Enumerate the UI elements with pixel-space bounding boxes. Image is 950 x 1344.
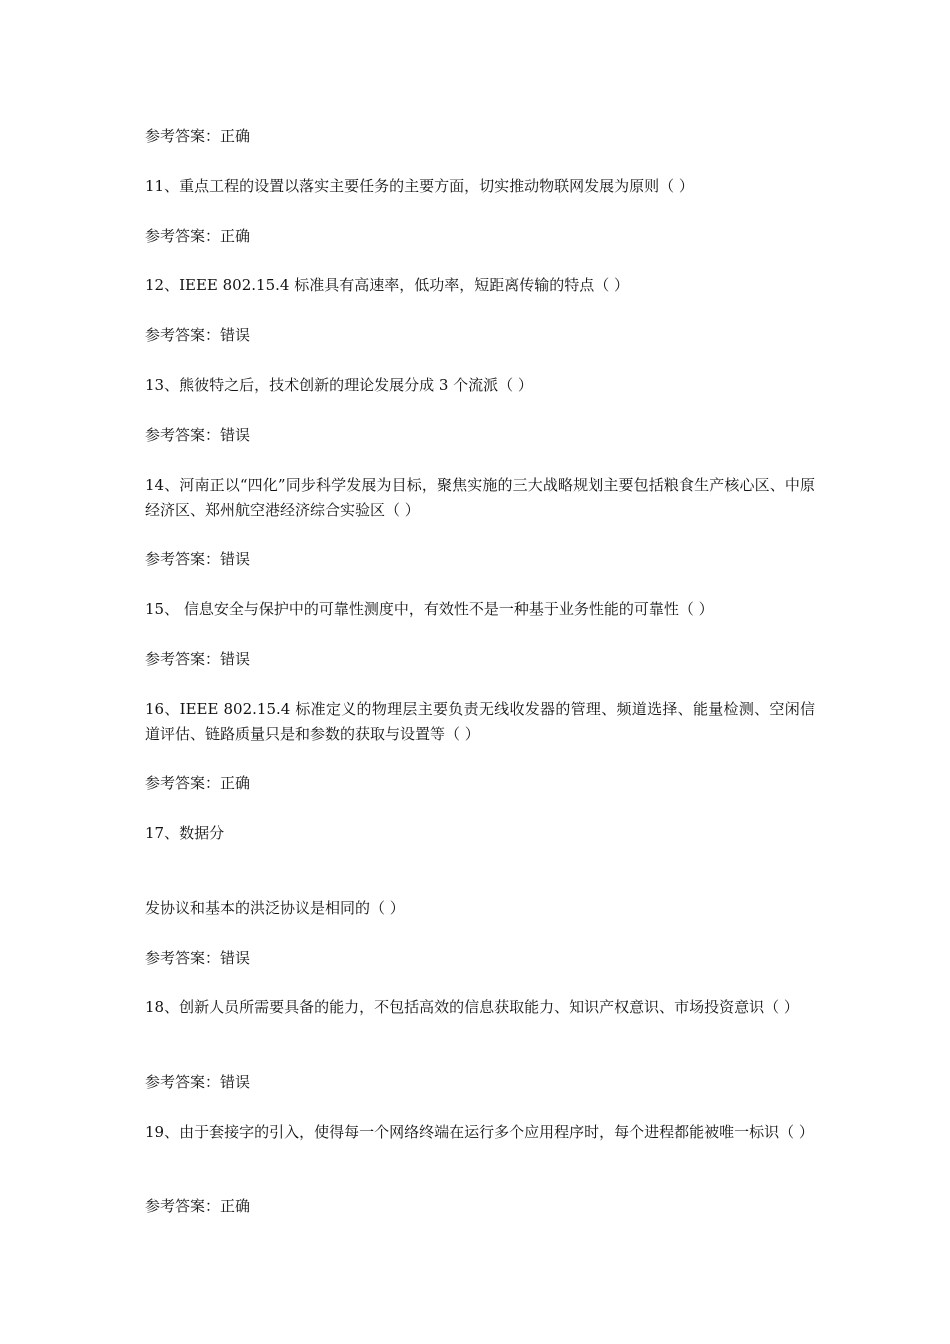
question-16: 16、IEEE 802.15.4 标准定义的物理层主要负责无线收发器的管理、频道选择、能量检测、空闲信道评估、链路质量只是和参数的获取与设置等（ ） bbox=[145, 700, 815, 743]
question-15: 15、 信息安全与保护中的可靠性测度中，有效性不是一种基于业务性能的可靠性（ ） bbox=[145, 600, 714, 618]
question-17-part-1: 17、数据分 bbox=[145, 824, 225, 842]
answer-line: 参考答案：正确 bbox=[145, 1197, 251, 1215]
question-18: 18、创新人员所需要具备的能力，不包括高效的信息获取能力、知识产权意识、市场投资意识（ ） bbox=[145, 998, 799, 1016]
answer-line: 参考答案：错误 bbox=[145, 650, 251, 668]
answer-line: 参考答案：正确 bbox=[145, 127, 251, 145]
answer-line: 参考答案：错误 bbox=[145, 1073, 251, 1091]
question-12: 12、IEEE 802.15.4 标准具有高速率，低功率，短距离传输的特点（ ） bbox=[145, 276, 629, 294]
answer-line: 参考答案：正确 bbox=[145, 227, 251, 245]
answer-line: 参考答案：错误 bbox=[145, 426, 251, 444]
question-14: 14、河南正以“四化”同步科学发展为目标，聚焦实施的三大战略规划主要包括粮食生产核心区、中原经济区、郑州航空港经济综合实验区（ ） bbox=[145, 476, 815, 519]
question-11: 11、重点工程的设置以落实主要任务的主要方面，切实推动物联网发展为原则（ ） bbox=[145, 177, 694, 195]
answer-line: 参考答案：错误 bbox=[145, 550, 251, 568]
question-17-part-2: 发协议和基本的洪泛协议是相同的（ ） bbox=[145, 899, 405, 917]
answer-line: 参考答案：错误 bbox=[145, 949, 251, 967]
question-19: 19、由于套接字的引入，使得每一个网络终端在运行多个应用程序时，每个进程都能被唯一标识（ ） bbox=[145, 1123, 814, 1141]
answer-line: 参考答案：正确 bbox=[145, 774, 251, 792]
question-13: 13、熊彼特之后，技术创新的理论发展分成 3 个流派（ ） bbox=[145, 376, 533, 394]
answer-line: 参考答案：错误 bbox=[145, 326, 251, 344]
